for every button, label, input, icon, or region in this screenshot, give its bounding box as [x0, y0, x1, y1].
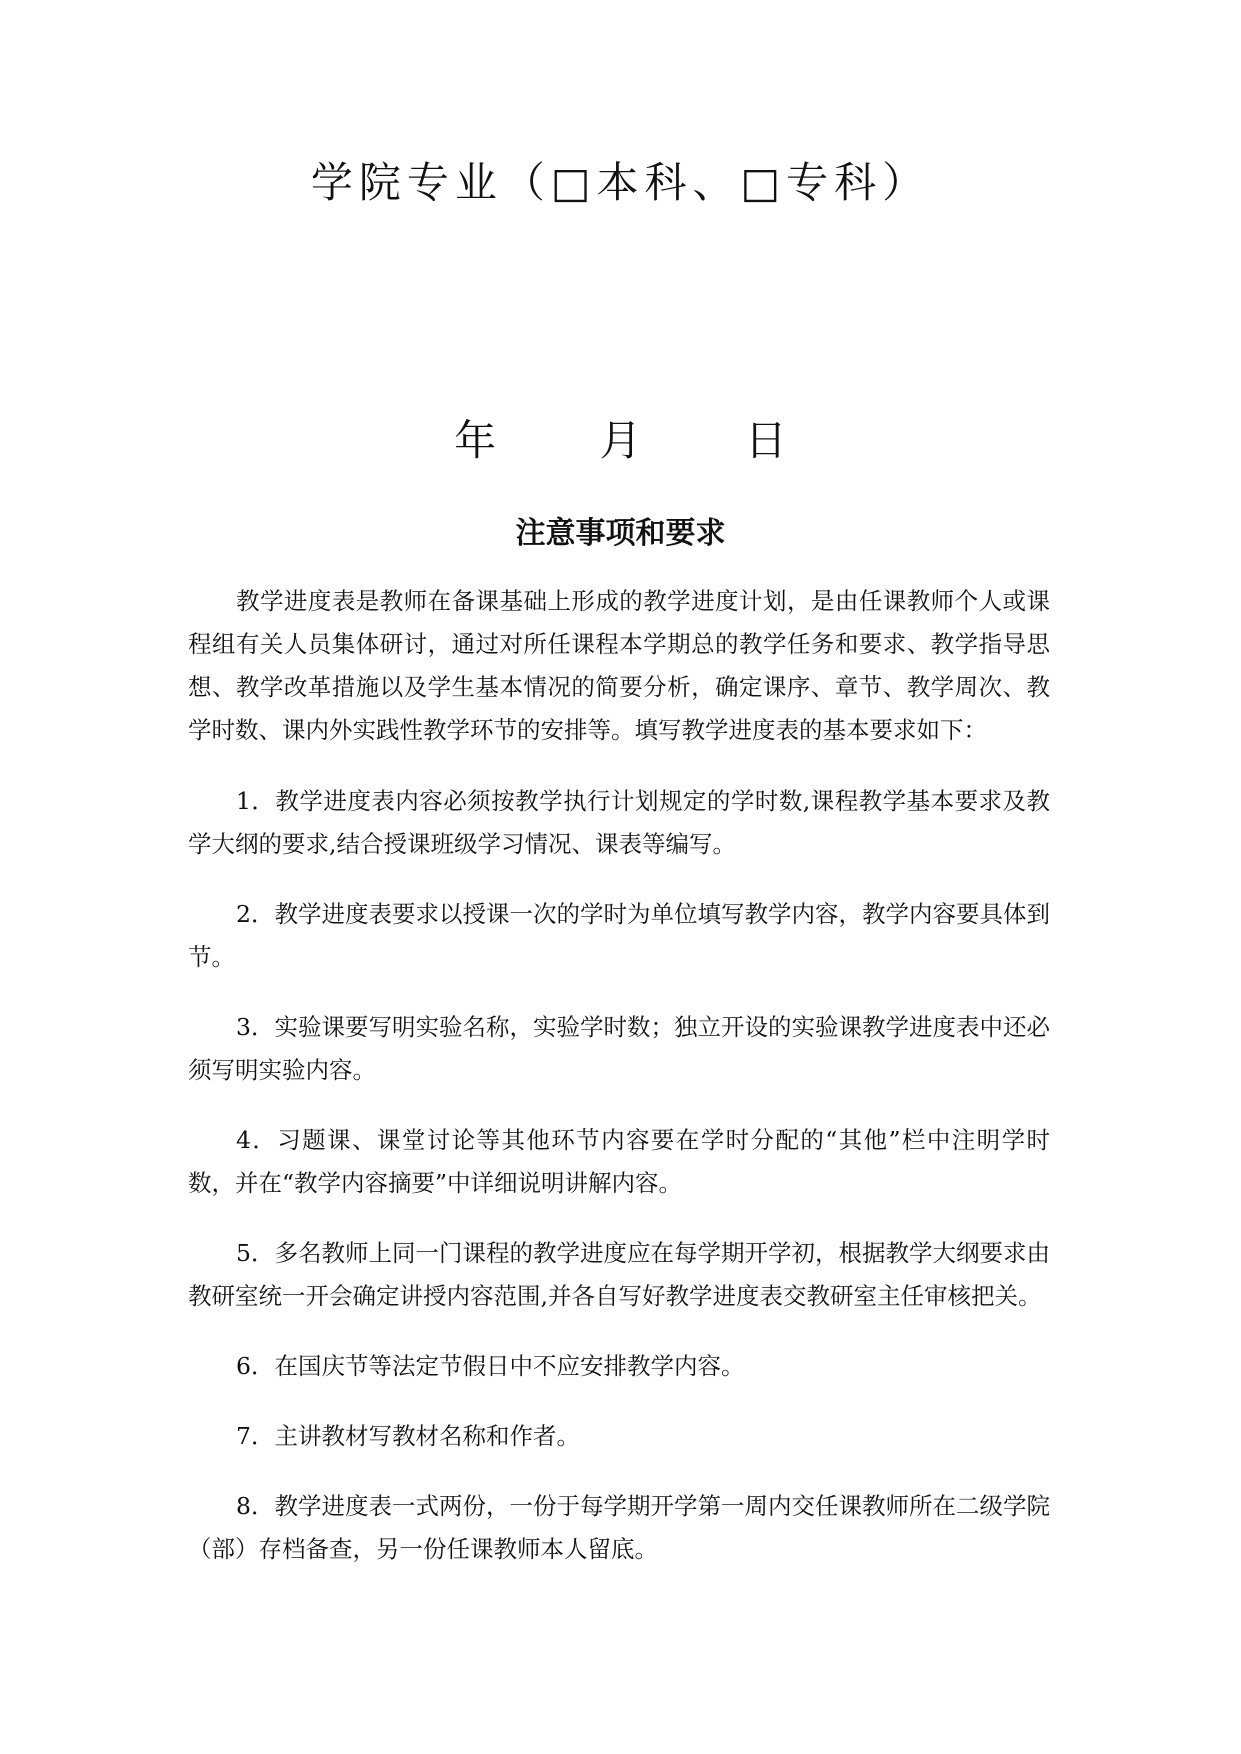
document-title: 学院专业（□本科、□专科） [310, 158, 931, 207]
intro-paragraph: 教学进度表是教师在备课基础上形成的教学进度计划，是由任课教师个人或课程组有关人员集体研讨，通过对所任课程本学期总的教学任务和要求、教学指导思想、教学改革措施以及学生基本情况的简要分析，确定课序、章节、教学周次、教学时数、课内外实践性教学环节的安排等。填写教学进度表的基本要求如下： [188, 587, 1050, 744]
date-line [0, 408, 1241, 468]
requirement-item-4: 4．习题课、课堂讨论等其他环节内容要在学时分配的“其他”栏中注明学时数，并在“教学内容摘要”中详细说明讲解内容。 [188, 1126, 1050, 1197]
requirement-item-3: 3．实验课要写明实验名称，实验学时数；独立开设的实验课教学进度表中还必须写明实验内容。 [188, 1013, 1050, 1084]
date-year: 年 [454, 416, 497, 465]
requirement-item-6: 6．在国庆节等法定节假日中不应安排教学内容。 [236, 1352, 745, 1380]
requirement-item-2: 2．教学进度表要求以授课一次的学时为单位填写教学内容，教学内容要具体到节。 [188, 900, 1050, 971]
notice-heading: 注意事项和要求 [515, 516, 726, 551]
date-day: 日 [744, 416, 787, 465]
notice-body [188, 580, 1050, 1598]
requirement-item-8: 8．教学进度表一式两份，一份于每学期开学第一周内交任课教师所在二级学院（部）存档备查，另一份任课教师本人留底。 [188, 1492, 1050, 1563]
requirement-item-5: 5．多名教师上同一门课程的教学进度应在每学期开学初，根据教学大纲要求由教研室统一开会确定讲授内容范围,并各自写好教学进度表交教研室主任审核把关。 [188, 1239, 1050, 1310]
requirement-item-1: 1．教学进度表内容必须按教学执行计划规定的学时数,课程教学基本要求及教学大纲的要求,结合授课班级学习情况、课表等编写。 [188, 787, 1050, 858]
date-month: 月 [599, 416, 642, 465]
requirement-item-7: 7．主讲教材写教材名称和作者。 [236, 1422, 580, 1450]
